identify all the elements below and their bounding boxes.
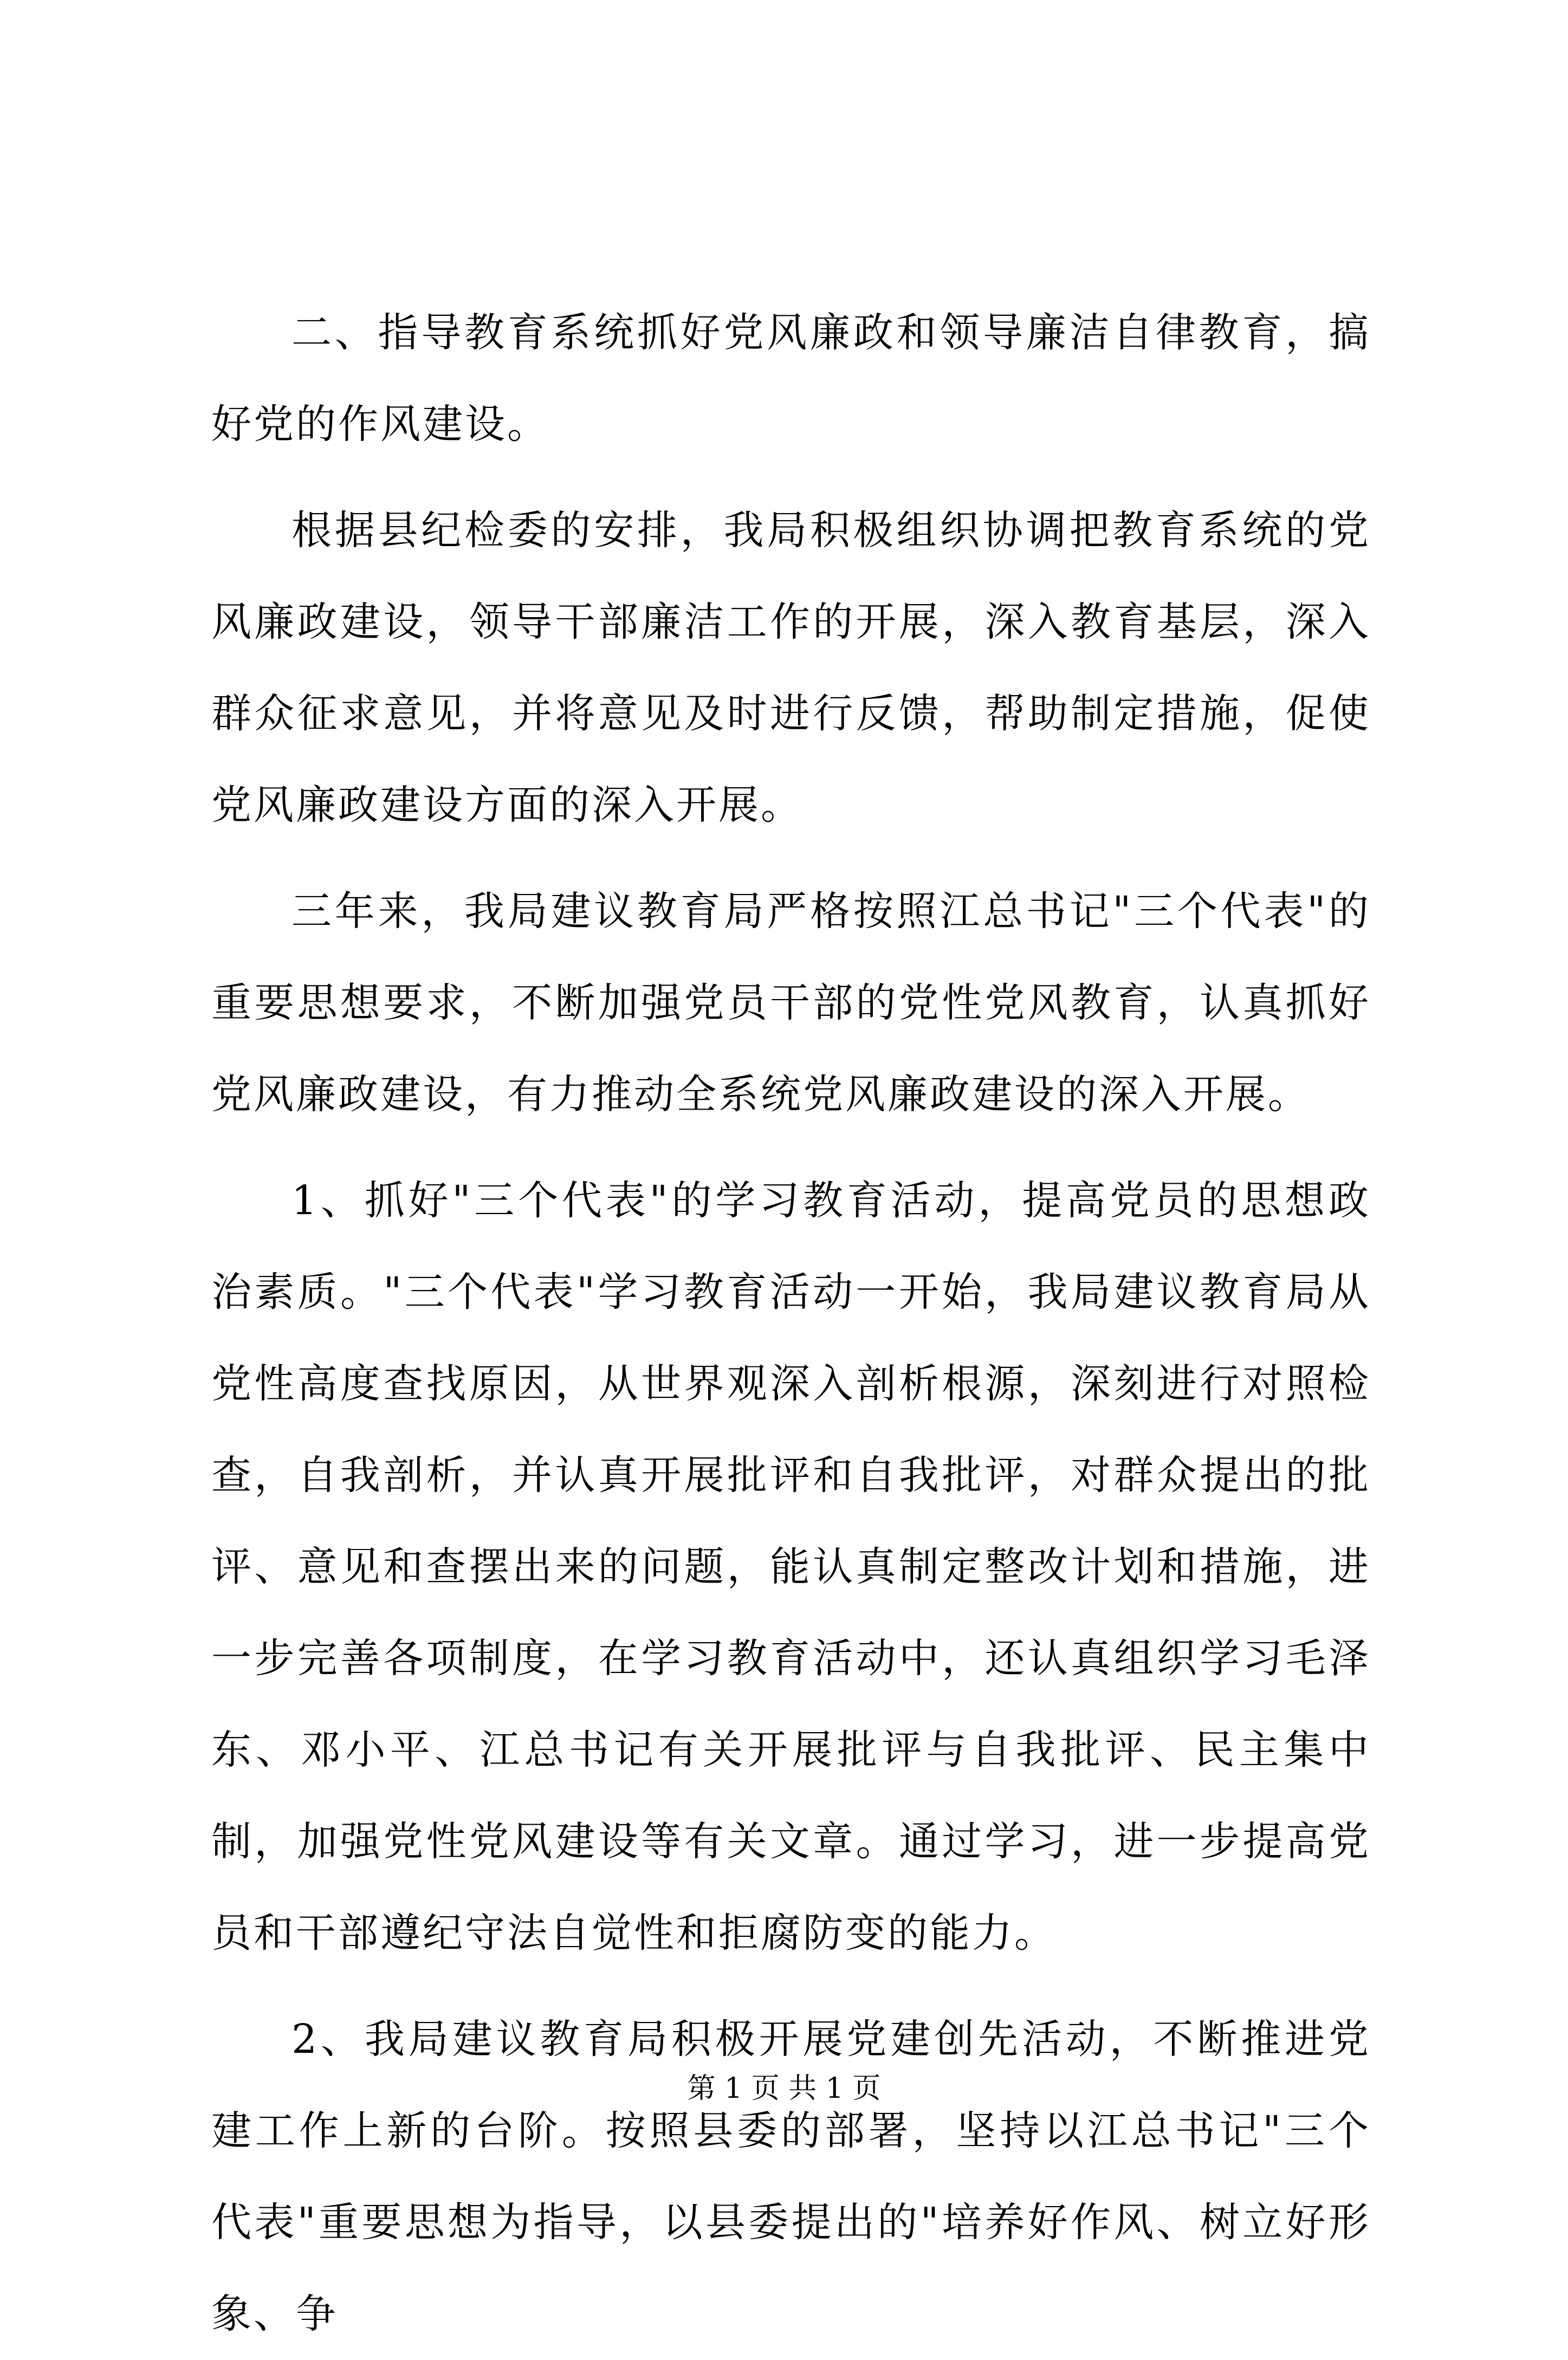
section-heading-paragraph: 二、指导教育系统抓好党风廉政和领导廉洁自律教育，搞好党的作风建设。: [211, 309, 1371, 448]
body-paragraph: 1、抓好"三个代表"的学习教育活动，提高党员的思想政治素质。"三个代表"学习教育活动一开始，我局建议教育局从党性高度查找原因，从世界观深入剖析根源，深刻进行对照检查，自我剖析，并认真开展批评和自我批评，对群众提出的批评、意见和查摆出来的问题，能认真制定整改计划和措施，进一步完善各项制度，在学习教育活动中，还认真组织学习毛泽东、邓小平、江总书记有关开展批评与自我批评、民主集中制，加强党性党风建设等有关文章。通过学习，进一步提高党员和干部遵纪守法自觉性和拒腐防变的能力。: [211, 1177, 1371, 1956]
page-footer: 第 1 页 共 1 页: [687, 2072, 881, 2105]
body-paragraph: 2、我局建议教育局积极开展党建创先活动，不断推进党建工作上新的台阶。按照县委的部署，坚持以江总书记"三个代表"重要思想为指导，以县委提出的"培养好作风、树立好形象、争: [211, 2016, 1371, 2337]
body-paragraph: 根据县纪检委的安排，我局积极组织协调把教育系统的党风廉政建设，领导干部廉洁工作的开展，深入教育基层，深入群众征求意见，并将意见及时进行反馈，帮助制定措施，促使党风廉政建设方面的深入开展。: [211, 507, 1371, 828]
body-paragraph: 三年来，我局建议教育局严格按照江总书记"三个代表"的重要思想要求，不断加强党员干部的党性党风教育，认真抓好党风廉政建设，有力推动全系统党风廉政建设的深入开展。: [211, 888, 1371, 1118]
document-body: [211, 287, 1371, 2360]
